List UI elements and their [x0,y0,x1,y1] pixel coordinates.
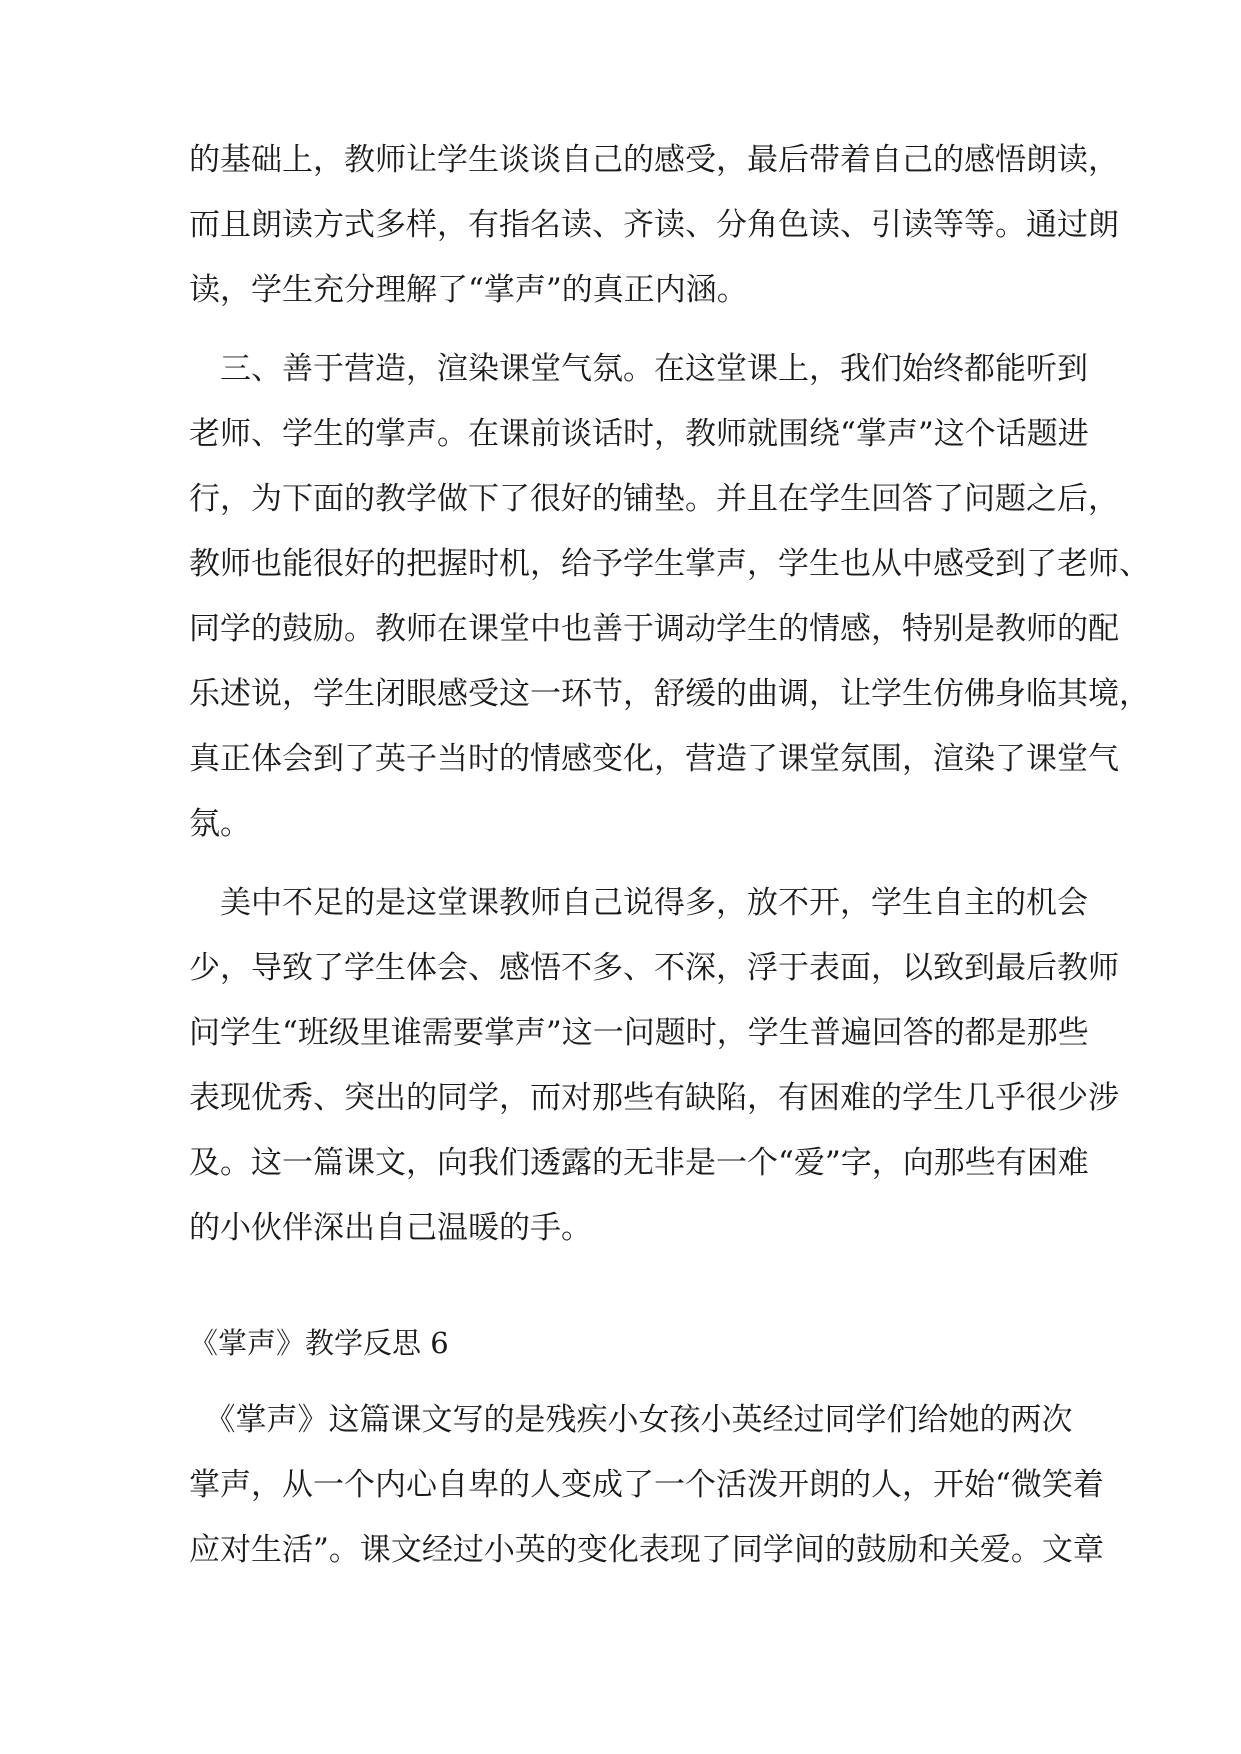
paragraph-line: 的小伙伴深出自己温暖的手。 [189,1210,592,1246]
paragraph-line: 行，为下面的教学做下了很好的铺垫。并且在学生回答了问题之后， [189,481,1119,517]
paragraph-line: 的基础上，教师让学生谈谈自己的感受，最后带着自己的感悟朗读， [189,142,1119,178]
section-heading: 《掌声》教学反思 6 [189,1326,449,1360]
paragraph-line: 真正体会到了英子当时的情感变化，营造了课堂氛围，渲染了课堂气 [189,741,1119,777]
paragraph-line: 表现优秀、突出的同学，而对那些有缺陷，有困难的学生几乎很少涉 [189,1080,1119,1116]
paragraph-line: 氛。 [189,806,251,842]
paragraph-line: 应对生活”。课文经过小英的变化表现了同学间的鼓励和关爱。文章 [189,1532,1104,1568]
paragraph-line: 教师也能很好的把握时机，给予学生掌声，学生也从中感受到了老师、 [189,546,1150,582]
paragraph-line: 少，导致了学生体会、感悟不多、不深，浮于表面，以致到最后教师 [189,950,1119,986]
paragraph-line: 《掌声》这篇课文写的是残疾小女孩小英经过同学们给她的两次 [189,1402,1073,1438]
paragraph-line: 乐述说，学生闭眼感受这一环节，舒缓的曲调，让学生仿佛身临其境， [189,676,1150,712]
paragraph-line: 及。这一篇课文，向我们透露的无非是一个“爱”字，向那些有困难 [189,1145,1089,1181]
paragraph-line: 读，学生充分理解了“掌声”的真正内涵。 [189,272,748,308]
paragraph-line: 掌声，从一个内心自卑的人变成了一个活泼开朗的人，开始“微笑着 [189,1467,1104,1503]
paragraph-line: 美中不足的是这堂课教师自己说得多，放不开，学生自主的机会 [189,885,1088,921]
paragraph-line: 老师、学生的掌声。在课前谈话时，教师就围绕“掌声”这个话题进 [189,416,1089,452]
paragraph-line: 问学生“班级里谁需要掌声”这一问题时，学生普遍回答的都是那些 [189,1015,1089,1051]
paragraph-line: 同学的鼓励。教师在课堂中也善于调动学生的情感，特别是教师的配 [189,611,1119,647]
paragraph-line: 三、善于营造，渲染课堂气氛。在这堂课上，我们始终都能听到 [189,351,1088,387]
paragraph-line: 而且朗读方式多样，有指名读、齐读、分角色读、引读等等。通过朗 [189,207,1119,243]
